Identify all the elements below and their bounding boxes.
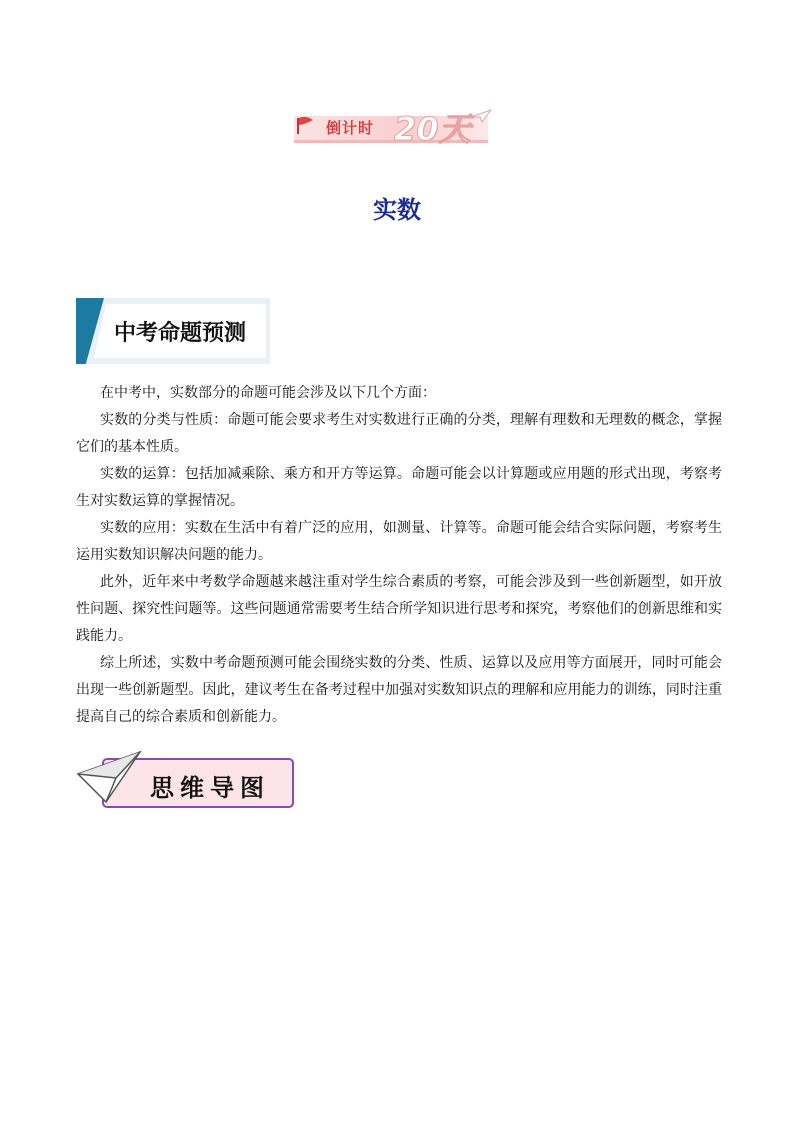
body-text: [76, 380, 722, 731]
paper-plane-icon: [76, 748, 146, 804]
section-heading: 思维导图: [150, 773, 270, 802]
paragraph: 在中考中，实数部分的命题可能会涉及以下几个方面：: [100, 385, 436, 401]
countdown-label: 倒计时: [326, 119, 375, 137]
section-header-prediction: [76, 298, 270, 364]
paragraph: 实数的分类与性质：命题可能会要求考生对实数进行正确的分类，理解有理数和无理数的概念，掌握它们的基本性质。: [76, 412, 722, 455]
paragraph: 综上所述，实数中考命题预测可能会围绕实数的分类、性质、运算以及应用等方面展开，同时可能会出现一些创新题型。因此，建议考生在备考过程中加强对实数知识点的理解和应用能力的训练，同时注重提高自己的综合素质和创新能力。: [76, 655, 722, 725]
paragraph: 实数的运算：包括加减乘除、乘方和开方等运算。命题可能会以计算题或应用题的形式出现，考察考生对实数运算的掌握情况。: [76, 466, 722, 509]
flag-icon: [294, 114, 318, 138]
section-heading: 中考命题预测: [114, 321, 247, 346]
countdown-days: 20天: [394, 110, 471, 148]
paper-plane-icon: [470, 108, 492, 124]
paragraph: 此外，近年来中考数学命题越来越注重对学生综合素质的考察，可能会涉及到一些创新题型，如开放性问题、探究性问题等。这些问题通常需要考生结合所学知识进行思考和探究，考察他们的创新思维和实践能力。: [76, 574, 722, 644]
section-header-mindmap: [76, 748, 296, 812]
paragraph: 实数的应用：实数在生活中有着广泛的应用，如测量、计算等。命题可能会结合实际问题，考察考生运用实数知识解决问题的能力。: [76, 520, 722, 563]
page-title: 实数: [373, 195, 421, 224]
countdown-banner: [294, 108, 488, 148]
